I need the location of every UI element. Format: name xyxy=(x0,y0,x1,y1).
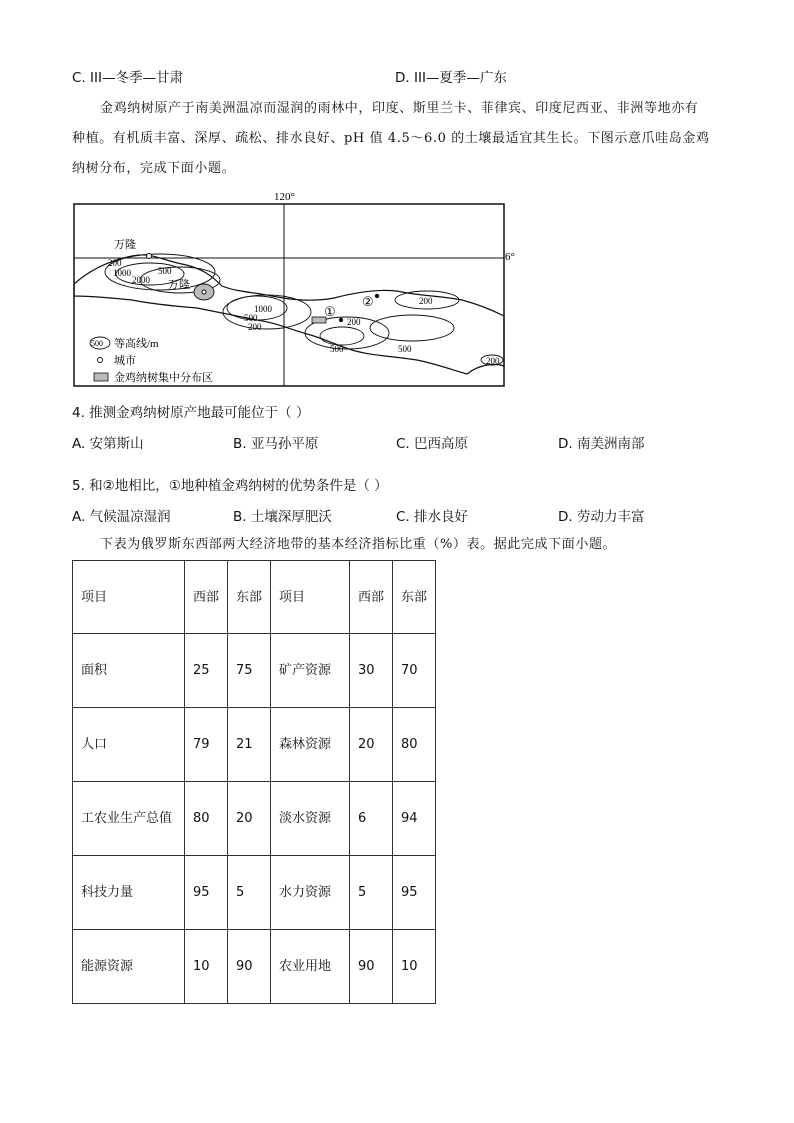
table-cell: 5 xyxy=(228,856,271,930)
table-cell: 淡水资源 xyxy=(271,782,350,856)
table-cell: 80 xyxy=(393,708,436,782)
contour-label: 200 xyxy=(248,322,262,332)
java-map-figure xyxy=(72,188,515,388)
city-jakarta-label: 万隆 xyxy=(114,239,136,251)
table-cell: 95 xyxy=(393,856,436,930)
site-1-marker xyxy=(339,318,343,322)
table-cell: 人口 xyxy=(73,708,185,782)
table-row xyxy=(73,708,436,782)
table-cell: 90 xyxy=(228,930,271,1004)
q4-option-a: A. 安第斯山 xyxy=(72,436,144,452)
city-bandung-marker xyxy=(202,290,206,294)
table-cell: 70 xyxy=(393,634,436,708)
legend-city-label: 城市 xyxy=(114,355,136,367)
table-cell: 森林资源 xyxy=(271,708,350,782)
table-cell: 水力资源 xyxy=(271,856,350,930)
site-1-label: ① xyxy=(324,304,336,319)
header-cell: 项目 xyxy=(271,561,350,634)
table-cell: 面积 xyxy=(73,634,185,708)
contour-label: 500 xyxy=(330,344,344,354)
table-cell: 94 xyxy=(393,782,436,856)
contour-label: 200 xyxy=(486,356,500,366)
table-cell: 90 xyxy=(350,930,393,1004)
contour-label: 1000 xyxy=(113,268,131,278)
passage-line-3: 纳树分布，完成下面小题。 xyxy=(72,161,236,176)
table-row xyxy=(73,930,436,1004)
contour-label: 200 xyxy=(347,317,361,327)
legend-area-label: 金鸡纳树集中分布区 xyxy=(114,372,213,384)
q5-option-c: C. 排水良好 xyxy=(396,509,469,525)
table-cell: 80 xyxy=(185,782,228,856)
contour-label: 200 xyxy=(419,296,433,306)
table-row xyxy=(73,782,436,856)
contour-label: 200 xyxy=(108,258,122,268)
q5-stem: 5. 和②地相比，①地种植金鸡纳树的优势条件是（ ） xyxy=(72,478,388,494)
table-cell: 工农业生产总值 xyxy=(73,782,185,856)
table-cell: 农业用地 xyxy=(271,930,350,1004)
map-frame xyxy=(74,204,504,386)
economic-indicator-table xyxy=(72,560,436,1004)
table-intro: 下表为俄罗斯东西部两大经济地带的基本经济指标比重（%）表。据此完成下面小题。 xyxy=(100,537,617,552)
passage-line-1: 金鸡纳树原产于南美洲温凉而湿润的雨林中，印度、斯里兰卡、菲律宾、印度尼西亚、非洲等地亦有 xyxy=(100,101,699,116)
city-bandung-label: 万隆 xyxy=(168,279,190,291)
q4-option-c: C. 巴西高原 xyxy=(396,436,469,452)
q5-option-a: A. 气候温凉湿润 xyxy=(72,509,171,525)
legend-area-icon xyxy=(94,373,108,381)
city-jakarta-marker xyxy=(147,254,152,259)
q4-option-d: D. 南美洲南部 xyxy=(558,436,645,452)
table-cell: 95 xyxy=(185,856,228,930)
table-cell: 5 xyxy=(350,856,393,930)
latitude-label: 6° xyxy=(505,251,515,263)
q5-option-d: D. 劳动力丰富 xyxy=(558,509,645,525)
table-cell: 科技力量 xyxy=(73,856,185,930)
option-c-prev: C. III—冬季—甘肃 xyxy=(72,70,183,86)
header-cell: 东部 xyxy=(228,561,271,634)
table-cell: 10 xyxy=(393,930,436,1004)
table-cell: 矿产资源 xyxy=(271,634,350,708)
q5-option-b: B. 土壤深厚肥沃 xyxy=(233,509,332,525)
header-cell: 项目 xyxy=(73,561,185,634)
site-2-marker xyxy=(375,294,379,298)
contour-label: 2000 xyxy=(132,275,150,285)
table-cell: 20 xyxy=(228,782,271,856)
legend-contour-sample: 500 xyxy=(91,339,103,348)
table-cell: 能源资源 xyxy=(73,930,185,1004)
passage-line-2: 种植。有机质丰富、深厚、疏松、排水良好、pH 值 4.5～6.0 的土壤最适宜其生长。下图示意爪哇岛金鸡 xyxy=(72,131,710,146)
contour-label: 500 xyxy=(398,344,412,354)
contour-label: 500 xyxy=(158,266,172,276)
table-cell: 75 xyxy=(228,634,271,708)
site-2-label: ② xyxy=(362,294,374,309)
q4-stem: 4. 推测金鸡纳树原产地最可能位于（ ） xyxy=(72,405,310,421)
table-cell: 79 xyxy=(185,708,228,782)
table-cell: 20 xyxy=(350,708,393,782)
table-row xyxy=(73,634,436,708)
header-cell: 西部 xyxy=(185,561,228,634)
longitude-label: 120° xyxy=(274,191,295,203)
table-cell: 21 xyxy=(228,708,271,782)
q4-option-b: B. 亚马孙平原 xyxy=(233,436,319,452)
table-header-row xyxy=(73,561,436,634)
table-cell: 30 xyxy=(350,634,393,708)
legend-city-icon xyxy=(98,358,103,363)
table-cell: 10 xyxy=(185,930,228,1004)
table-cell: 6 xyxy=(350,782,393,856)
contour-label: 500 xyxy=(244,313,258,323)
header-cell: 西部 xyxy=(350,561,393,634)
table-row xyxy=(73,856,436,930)
legend-contour-label: 等高线/m xyxy=(114,338,159,350)
table-cell: 25 xyxy=(185,634,228,708)
option-d-prev: D. III—夏季—广东 xyxy=(395,70,507,86)
contour-label: 1000 xyxy=(254,304,272,314)
header-cell: 东部 xyxy=(393,561,436,634)
